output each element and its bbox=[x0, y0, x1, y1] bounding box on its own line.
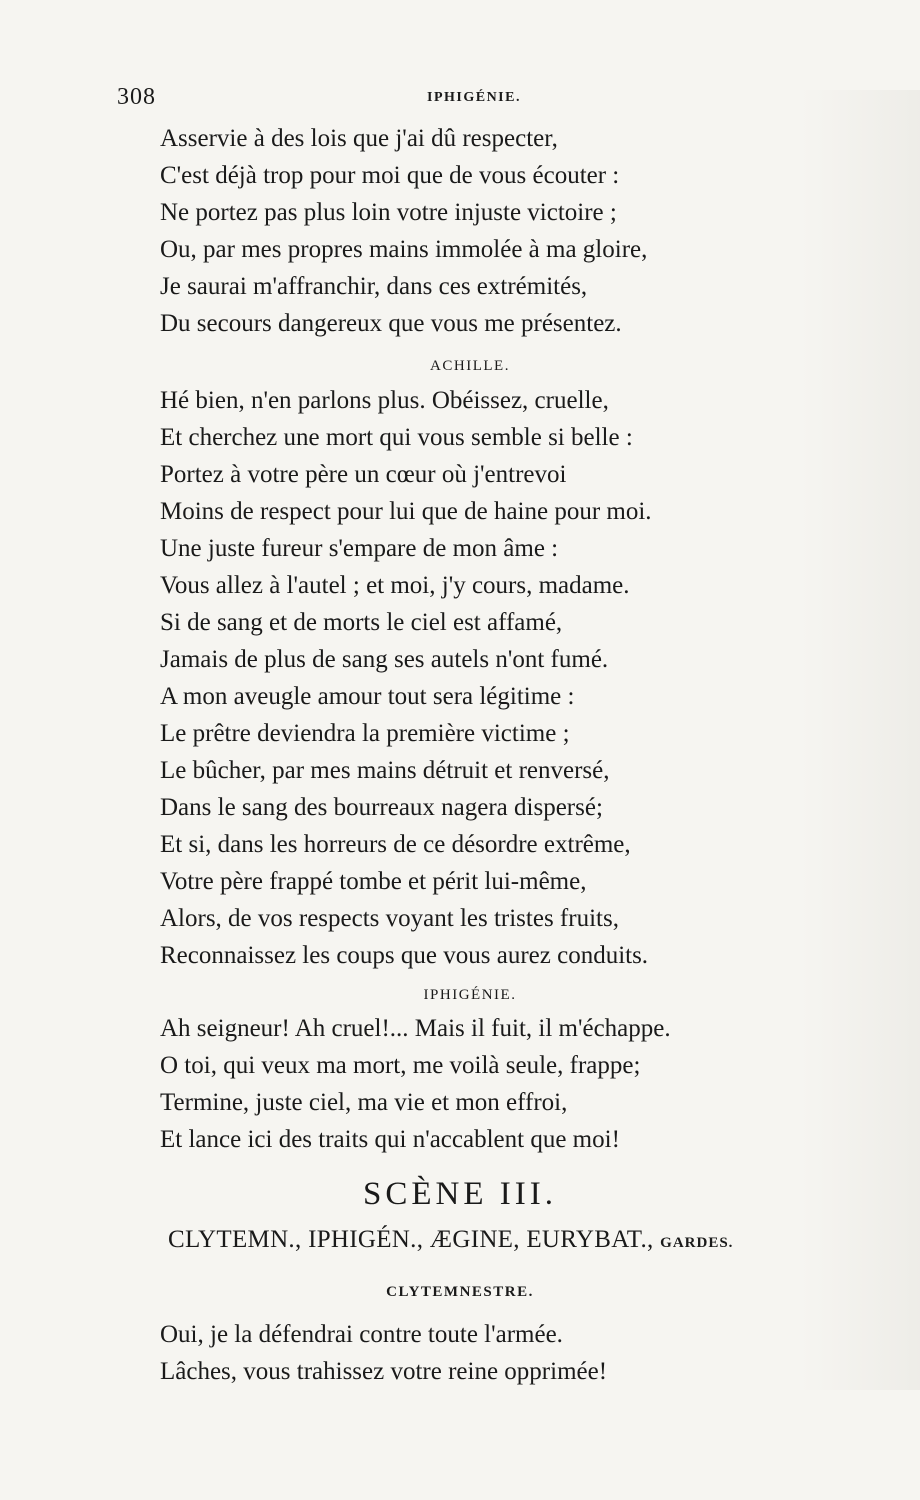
verse-line: Hé bien, n'en parlons plus. Obéissez, cruelle, bbox=[160, 387, 609, 414]
verse-line: Portez à votre père un cœur où j'entrevoi bbox=[160, 461, 567, 488]
speaker-name: IPHIGÉNIE. bbox=[423, 987, 517, 1003]
verse-line: Une juste fureur s'empare de mon âme : bbox=[160, 535, 559, 562]
verse-line: Asservie à des lois que j'ai dû respecter, bbox=[160, 125, 558, 152]
verse-line: O toi, qui veux ma mort, me voilà seule, frappe; bbox=[160, 1052, 641, 1079]
verse-passage-2 bbox=[160, 382, 840, 974]
verse-line: Moins de respect pour lui que de haine pour moi. bbox=[160, 498, 652, 525]
verse-line: Le bûcher, par mes mains détruit et renversé, bbox=[160, 757, 610, 784]
verse-line: C'est déjà trop pour moi que de vous écouter : bbox=[160, 162, 620, 189]
verse-line: Lâches, vous trahissez votre reine opprimée! bbox=[160, 1358, 608, 1385]
verse-line: Ah seigneur! Ah cruel!... Mais il fuit, il m'échappe. bbox=[160, 1015, 671, 1042]
cast-gardes: GARDES. bbox=[660, 1235, 734, 1251]
verse-line: Vous allez à l'autel ; et moi, j'y cours, madame. bbox=[160, 572, 630, 599]
verse-passage-3 bbox=[160, 1010, 840, 1158]
speaker-heading-clytemnestre: CLYTEMNESTRE. bbox=[386, 1284, 534, 1300]
verse-line: Et si, dans les horreurs de ce désordre extrême, bbox=[160, 831, 631, 858]
verse-line: Du secours dangereux que vous me présentez. bbox=[160, 310, 622, 337]
speaker-name: ACHILLE. bbox=[430, 358, 510, 374]
page-number: 308 bbox=[117, 84, 156, 110]
running-title: IPHIGÉNIE. bbox=[427, 90, 521, 105]
verse-line: Le prêtre deviendra la première victime ; bbox=[160, 720, 570, 747]
verse-line: Votre père frappé tombe et périt lui-même, bbox=[160, 868, 587, 895]
verse-line: Dans le sang des bourreaux nagera dispersé; bbox=[160, 794, 603, 821]
verse-line: Termine, juste ciel, ma vie et mon effroi, bbox=[160, 1089, 568, 1116]
verse-passage-4 bbox=[160, 1316, 840, 1390]
verse-line: Je saurai m'affranchir, dans ces extrémités, bbox=[160, 273, 588, 300]
verse-line: Oui, je la défendrai contre toute l'armée. bbox=[160, 1321, 563, 1348]
verse-line: Alors, de vos respects voyant les tristes fruits, bbox=[160, 905, 619, 932]
verse-passage-1 bbox=[160, 120, 840, 342]
scene-title: SCÈNE III. bbox=[363, 1176, 557, 1212]
verse-line: A mon aveugle amour tout sera légitime : bbox=[160, 683, 575, 710]
verse-line: Ne portez pas plus loin votre injuste victoire ; bbox=[160, 199, 617, 226]
verse-line: Et lance ici des traits qui n'accablent que moi! bbox=[160, 1126, 620, 1153]
verse-line: Reconnaissez les coups que vous aurez conduits. bbox=[160, 942, 649, 969]
verse-line: Et cherchez une mort qui vous semble si belle : bbox=[160, 424, 633, 451]
cast-main: CLYTEMN., IPHIGÉN., ÆGINE, EURYBAT., bbox=[168, 1226, 654, 1253]
verse-line: Si de sang et de morts le ciel est affamé, bbox=[160, 609, 563, 636]
scene-cast-list bbox=[168, 1226, 733, 1254]
speaker-heading-iphigenie bbox=[160, 982, 840, 1008]
verse-line: Jamais de plus de sang ses autels n'ont fumé. bbox=[160, 646, 609, 673]
verse-line: Ou, par mes propres mains immolée à ma gloire, bbox=[160, 236, 648, 263]
speaker-heading-achille bbox=[160, 353, 840, 379]
page-header bbox=[117, 84, 797, 114]
